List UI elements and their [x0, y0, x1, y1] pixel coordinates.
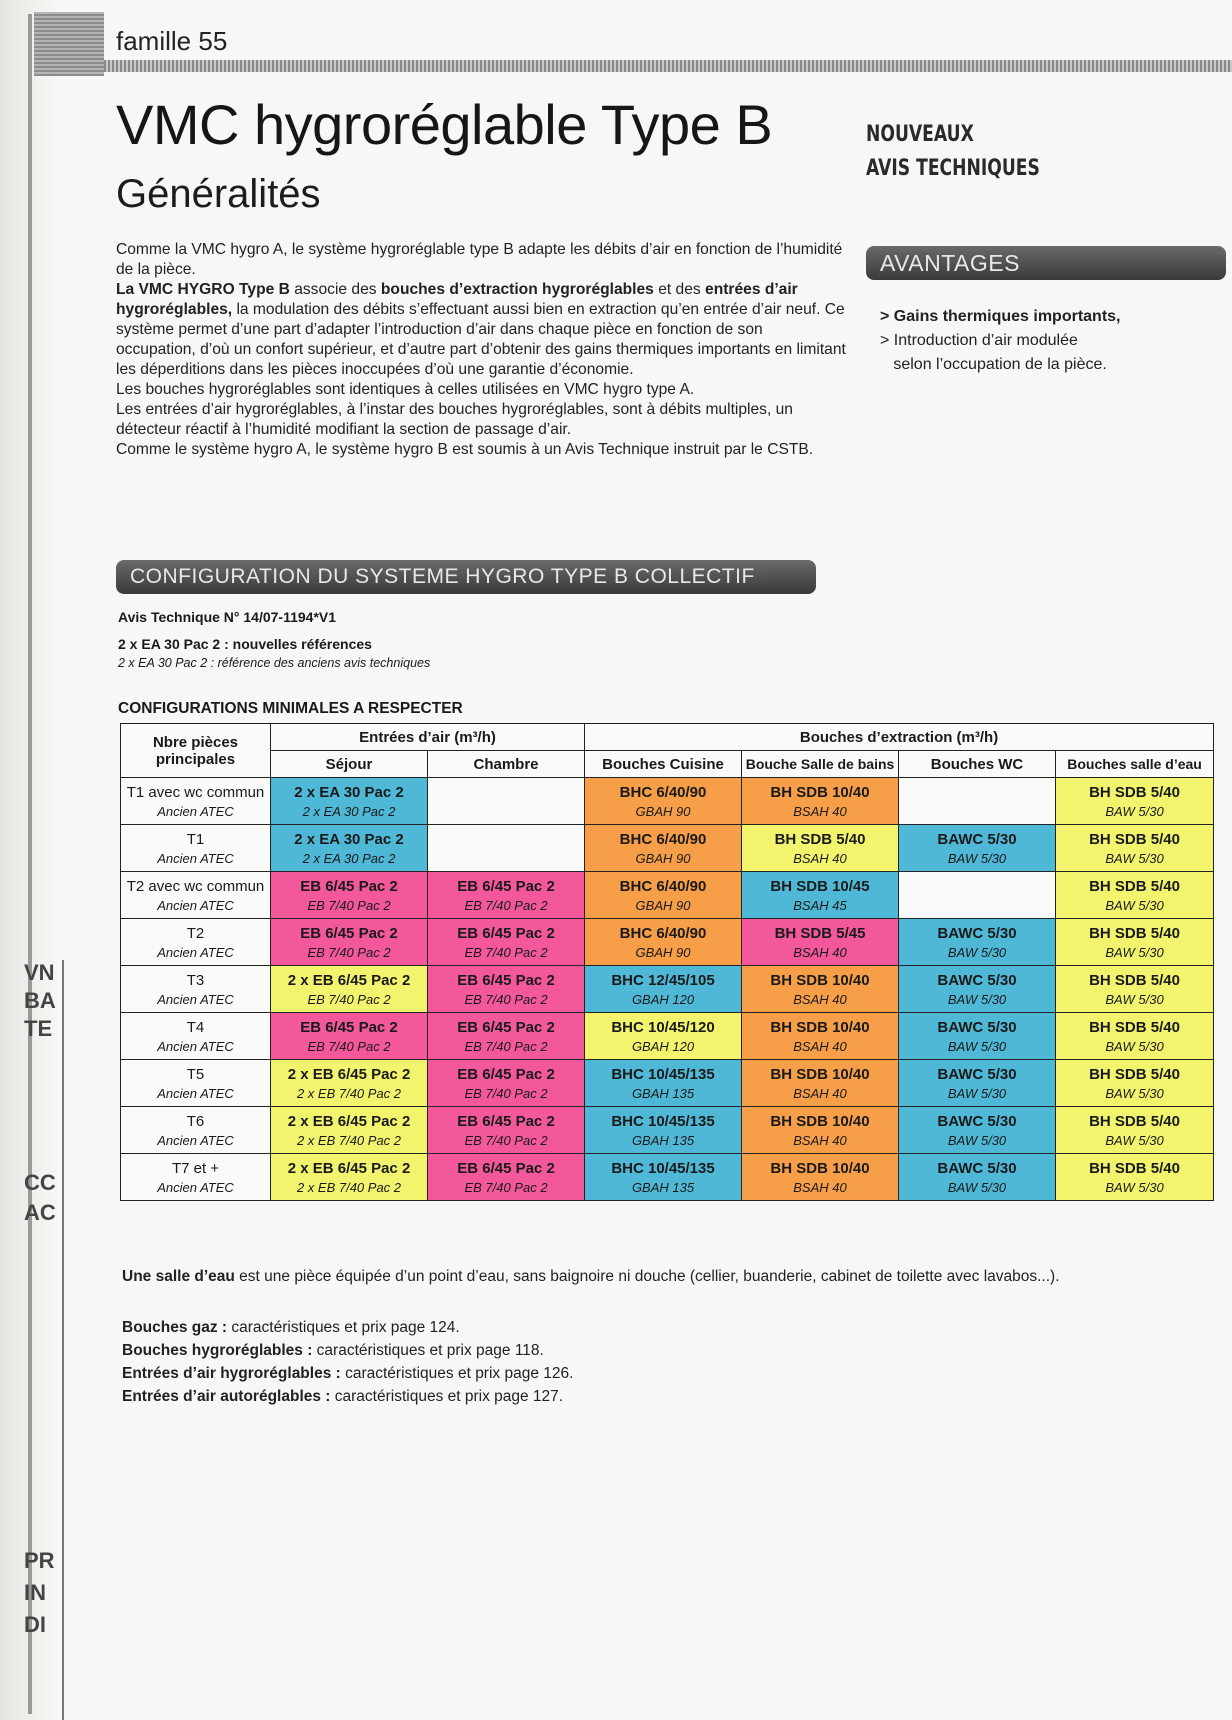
table-cell — [1056, 966, 1214, 1013]
configuration-table — [120, 723, 1214, 1201]
min-config-title: CONFIGURATIONS MINIMALES A RESPECTER — [118, 700, 463, 717]
cell-reference: BAWC 5/30 — [937, 971, 1017, 989]
row-label-cell — [121, 872, 271, 919]
cell-reference: EB 6/45 Pac 2 — [457, 924, 555, 942]
header-pieces — [121, 724, 271, 778]
new-references-note: 2 x EA 30 Pac 2 : nouvelles références — [118, 636, 372, 652]
row-label-sub: Ancien ATEC — [157, 1038, 234, 1054]
intro-paragraph — [116, 440, 846, 460]
avantage-item: > Introduction d’air modulée — [880, 332, 1078, 349]
cell-old-reference: BSAH 40 — [793, 1085, 847, 1101]
cell-old-reference: EB 7/40 Pac 2 — [464, 991, 548, 1007]
cell-old-reference: BAW 5/30 — [1105, 1132, 1164, 1148]
cell-reference: BH SDB 10/40 — [770, 1112, 870, 1130]
table-cell — [1056, 872, 1214, 919]
cell-old-reference: GBAH 90 — [635, 803, 691, 819]
table-cell — [428, 825, 585, 872]
reference-term: Entrées d’air hygroréglables : — [122, 1365, 341, 1382]
cell-reference: BHC 6/40/90 — [619, 924, 707, 942]
table-cell — [271, 872, 428, 919]
row-label-sub: Ancien ATEC — [157, 1132, 234, 1148]
cell-reference: BAWC 5/30 — [937, 924, 1017, 942]
table-cell — [1056, 1154, 1214, 1201]
cell-old-reference: GBAH 120 — [631, 1038, 695, 1054]
cell-reference: BH SDB 5/40 — [1089, 924, 1180, 942]
cell-reference: 2 x EB 6/45 Pac 2 — [287, 1065, 411, 1083]
margin-fragment: DI — [24, 1612, 46, 1637]
table-row — [121, 825, 1214, 872]
cell-old-reference: GBAH 90 — [635, 944, 691, 960]
table-cell — [271, 1107, 428, 1154]
table-cell — [742, 1107, 899, 1154]
cell-old-reference: EB 7/40 Pac 2 — [464, 944, 548, 960]
table-cell — [899, 1154, 1056, 1201]
cell-reference: 2 x EB 6/45 Pac 2 — [287, 971, 411, 989]
cell-reference: BHC 10/45/135 — [611, 1065, 715, 1083]
row-label: T5 — [186, 1065, 205, 1083]
table-cell — [585, 778, 742, 825]
row-label-cell — [121, 1013, 271, 1060]
row-label: T7 et + — [171, 1159, 220, 1177]
row-label: T1 avec wc commun — [126, 783, 265, 801]
cell-old-reference: 2 x EB 7/40 Pac 2 — [296, 1179, 402, 1195]
table-cell — [899, 1107, 1056, 1154]
cell-old-reference: BAW 5/30 — [1105, 1038, 1164, 1054]
cell-old-reference: EB 7/40 Pac 2 — [307, 1038, 391, 1054]
row-label: T2 — [186, 924, 205, 942]
reference-text: caractéristiques et prix page 118. — [312, 1342, 544, 1359]
table-cell — [271, 966, 428, 1013]
table-cell — [742, 872, 899, 919]
table-cell — [742, 1154, 899, 1201]
section-label: famille 55 — [116, 26, 228, 56]
cell-old-reference: EB 7/40 Pac 2 — [464, 1038, 548, 1054]
cell-old-reference: EB 7/40 Pac 2 — [307, 897, 391, 913]
table-cell — [899, 778, 1056, 825]
margin-fragment: BA — [24, 988, 56, 1013]
intro-paragraph — [116, 400, 846, 440]
avantage-item: selon l’occupation de la pièce. — [880, 356, 1107, 373]
table-cell — [742, 966, 899, 1013]
cell-reference: BH SDB 10/40 — [770, 783, 870, 801]
intro-text — [116, 240, 846, 460]
cell-reference: BH SDB 10/45 — [770, 877, 870, 895]
cell-old-reference: BAW 5/30 — [1105, 850, 1164, 866]
cell-old-reference: GBAH 90 — [635, 850, 691, 866]
cell-old-reference: BSAH 40 — [793, 991, 847, 1007]
header-rule — [104, 60, 1232, 72]
table-cell — [899, 872, 1056, 919]
cell-old-reference: BAW 5/30 — [947, 944, 1007, 960]
cell-old-reference: BAW 5/30 — [1105, 944, 1164, 960]
intro-paragraph — [116, 240, 846, 280]
table-cell — [585, 1107, 742, 1154]
table-cell — [585, 966, 742, 1013]
cell-old-reference: BAW 5/30 — [1105, 897, 1164, 913]
cell-reference: BHC 10/45/135 — [611, 1112, 715, 1130]
intro-text-run: la modulation des débits s’effectuant aussi bien en extraction qu’en entrée d’air neuf. Ce système permet d’une part d’adapter l’introduction d’air dans chaque pièce en fonction de son occupation, d’où un confort supérieur, et d’autre part d’obtenir des gains thermiques importants en limitant les déperditions dans les pièces inoccupées d’où une garantie d’économie. — [116, 301, 846, 378]
cell-old-reference: BAW 5/30 — [947, 1038, 1007, 1054]
table-cell — [1056, 919, 1214, 966]
intro-text-run: Comme la VMC hygro A, le système hygroréglable type B adapte les débits d’air en fonction de l’humidité de la pièce. — [116, 241, 843, 278]
cell-reference: BH SDB 5/40 — [1089, 830, 1180, 848]
row-label: T2 avec wc commun — [126, 877, 265, 895]
table-cell — [428, 1060, 585, 1107]
reference-term: Bouches hygroréglables : — [122, 1342, 313, 1359]
row-label-cell — [121, 1060, 271, 1107]
cell-old-reference: BAW 5/30 — [1105, 991, 1164, 1007]
cell-old-reference: GBAH 135 — [631, 1179, 695, 1195]
margin-fragment: AC — [24, 1200, 56, 1225]
table-cell — [585, 1013, 742, 1060]
salle-eau-term: Une salle d’eau — [122, 1268, 235, 1285]
col-cuisine: Bouches Cuisine — [585, 751, 742, 778]
cell-old-reference: GBAH 120 — [631, 991, 695, 1007]
cell-reference: BAWC 5/30 — [937, 1065, 1017, 1083]
col-chambre: Chambre — [428, 751, 585, 778]
table-cell — [742, 1013, 899, 1060]
cell-old-reference: BSAH 40 — [793, 850, 847, 866]
cell-reference: EB 6/45 Pac 2 — [457, 1159, 555, 1177]
table-row — [121, 1060, 1214, 1107]
table-cell — [428, 1154, 585, 1201]
margin-fragment: VN — [24, 960, 55, 985]
intro-text-run: bouches d’extraction hygroréglables — [380, 281, 654, 298]
col-salle-de-bains: Bouche Salle de bains — [742, 751, 899, 778]
cell-old-reference: EB 7/40 Pac 2 — [464, 1085, 548, 1101]
reference-line — [122, 1362, 573, 1385]
cell-old-reference: BSAH 40 — [793, 1132, 847, 1148]
cell-reference: BAWC 5/30 — [937, 1159, 1017, 1177]
cell-reference: BH SDB 5/40 — [1089, 1065, 1180, 1083]
row-label-cell — [121, 919, 271, 966]
table-cell — [428, 778, 585, 825]
cell-old-reference: BAW 5/30 — [1105, 1085, 1164, 1101]
table-cell — [271, 1013, 428, 1060]
table-cell — [585, 1154, 742, 1201]
cell-old-reference: 2 x EB 7/40 Pac 2 — [296, 1085, 402, 1101]
cell-reference: 2 x EB 6/45 Pac 2 — [287, 1112, 411, 1130]
cell-old-reference: EB 7/40 Pac 2 — [307, 944, 391, 960]
cell-old-reference: EB 7/40 Pac 2 — [307, 991, 391, 1007]
margin-fragment: TE — [24, 1016, 53, 1041]
cell-reference: BH SDB 5/40 — [1089, 1159, 1180, 1177]
cell-reference: EB 6/45 Pac 2 — [300, 877, 398, 895]
table-row — [121, 919, 1214, 966]
new-technical-notices-label — [866, 118, 1040, 186]
table-cell — [585, 919, 742, 966]
table-cell — [1056, 1060, 1214, 1107]
table-cell — [1056, 825, 1214, 872]
cell-reference: EB 6/45 Pac 2 — [300, 924, 398, 942]
intro-text-run: et des — [653, 281, 706, 298]
row-label-sub: Ancien ATEC — [157, 944, 234, 960]
table-row — [121, 872, 1214, 919]
cell-reference: 2 x EB 6/45 Pac 2 — [287, 1159, 411, 1177]
cell-old-reference: BSAH 40 — [793, 1179, 847, 1195]
avis-technique: Avis Technique N° 14/07-1194*V1 — [118, 609, 337, 625]
row-label: T6 — [186, 1112, 205, 1130]
cell-reference: EB 6/45 Pac 2 — [457, 1065, 555, 1083]
cell-reference: BH SDB 10/40 — [770, 1065, 870, 1083]
cell-old-reference: EB 7/40 Pac 2 — [464, 1179, 548, 1195]
cell-old-reference: BSAH 40 — [793, 944, 847, 960]
avis-line: AVIS TECHNIQUES — [866, 156, 1040, 181]
cell-old-reference: BAW 5/30 — [1105, 803, 1164, 819]
intro-text-run: associe des — [289, 281, 381, 298]
cell-old-reference: BAW 5/30 — [947, 991, 1007, 1007]
cell-old-reference: GBAH 90 — [635, 897, 691, 913]
table-row — [121, 778, 1214, 825]
cell-old-reference: GBAH 135 — [631, 1132, 695, 1148]
cell-reference: BH SDB 5/40 — [774, 830, 866, 848]
intro-text-run: Les entrées d’air hygroréglables, à l’instar des bouches hygroréglables, sont à débits multiples, un détecteur réactif à l’humidité modifiant la section de passage d’air. — [116, 401, 793, 438]
table-cell — [585, 825, 742, 872]
table-cell — [428, 1013, 585, 1060]
table-row — [121, 1013, 1214, 1060]
reference-line — [122, 1385, 573, 1408]
row-label-sub: Ancien ATEC — [157, 803, 234, 819]
cell-reference: EB 6/45 Pac 2 — [457, 877, 555, 895]
cell-reference: BH SDB 5/40 — [1089, 1018, 1180, 1036]
reference-line — [122, 1316, 573, 1339]
cell-old-reference: 2 x EB 7/40 Pac 2 — [296, 1132, 402, 1148]
table-cell — [1056, 1013, 1214, 1060]
cell-old-reference: BAW 5/30 — [947, 1179, 1007, 1195]
intro-text-run: Comme le système hygro A, le système hygro B est soumis à un Avis Technique instruit par le CSTB. — [116, 441, 814, 458]
cell-reference: 2 x EA 30 Pac 2 — [294, 783, 404, 801]
cell-reference: EB 6/45 Pac 2 — [457, 1112, 555, 1130]
margin-fragment: IN — [24, 1580, 46, 1605]
cell-old-reference: BSAH 45 — [793, 897, 847, 913]
cell-old-reference: BAW 5/30 — [947, 1132, 1007, 1148]
nouveaux-line: NOUVEAUX — [866, 122, 974, 147]
cell-reference: BH SDB 5/40 — [1089, 783, 1180, 801]
margin-fragment: CC — [24, 1170, 56, 1195]
cell-old-reference: BAW 5/30 — [947, 850, 1007, 866]
cell-old-reference: GBAH 135 — [631, 1085, 695, 1101]
table-cell — [899, 919, 1056, 966]
table-cell — [428, 872, 585, 919]
cell-reference: EB 6/45 Pac 2 — [300, 1018, 398, 1036]
table-cell — [271, 825, 428, 872]
table-cell — [899, 966, 1056, 1013]
cell-reference: BH SDB 5/40 — [1089, 1112, 1180, 1130]
margin-fragment: PR — [24, 1548, 55, 1573]
table-cell — [742, 919, 899, 966]
cell-reference: BHC 10/45/120 — [611, 1018, 715, 1036]
cell-old-reference: EB 7/40 Pac 2 — [464, 897, 548, 913]
row-label-sub: Ancien ATEC — [157, 991, 234, 1007]
table-cell — [742, 1060, 899, 1107]
table-row — [121, 1107, 1214, 1154]
cell-reference: BAWC 5/30 — [937, 1112, 1017, 1130]
cell-reference: BH SDB 5/40 — [1089, 971, 1180, 989]
page-title: VMC hygroréglable Type B — [116, 93, 773, 156]
salle-eau-text: est une pièce équipée d’un point d’eau, sans baignoire ni douche (cellier, buanderie, cabinet de toilette avec lavabos...). — [234, 1268, 1060, 1285]
cell-reference: BH SDB 5/45 — [774, 924, 866, 942]
avantages-banner: AVANTAGES — [866, 246, 1226, 280]
reference-text: caractéristiques et prix page 126. — [340, 1365, 574, 1382]
cell-reference: 2 x EA 30 Pac 2 — [294, 830, 404, 848]
row-label-cell — [121, 778, 271, 825]
intro-paragraph — [116, 280, 846, 380]
cell-old-reference: 2 x EA 30 Pac 2 — [302, 850, 396, 866]
cell-reference: BHC 12/45/105 — [611, 971, 715, 989]
cell-reference: BH SDB 10/40 — [770, 1159, 870, 1177]
row-label-sub: Ancien ATEC — [157, 1179, 234, 1195]
reference-line — [122, 1339, 573, 1362]
cell-reference: BAWC 5/30 — [937, 830, 1017, 848]
col-sejour: Séjour — [271, 751, 428, 778]
table-cell — [271, 1154, 428, 1201]
header-tab — [34, 12, 104, 76]
salle-eau-definition — [122, 1268, 1222, 1286]
row-label: T4 — [186, 1018, 205, 1036]
cell-reference: EB 6/45 Pac 2 — [457, 1018, 555, 1036]
row-label-sub: Ancien ATEC — [157, 897, 234, 913]
table-cell — [1056, 778, 1214, 825]
col-salle-eau: Bouches salle d’eau — [1056, 751, 1214, 778]
cell-reference: BH SDB 10/40 — [770, 971, 870, 989]
page-subtitle: Généralités — [116, 172, 321, 216]
configuration-banner: CONFIGURATION DU SYSTEME HYGRO TYPE B COLLECTIF — [116, 560, 816, 594]
header-entrees-air: Entrées d’air (m³/h) — [271, 724, 585, 751]
table-cell — [899, 825, 1056, 872]
cell-old-reference: EB 7/40 Pac 2 — [464, 1132, 548, 1148]
avantages-list — [880, 305, 1121, 377]
cell-old-reference: BAW 5/30 — [947, 1085, 1007, 1101]
table-cell — [271, 1060, 428, 1107]
table-cell — [1056, 1107, 1214, 1154]
table-cell — [271, 919, 428, 966]
scan-edge-line-lower — [62, 960, 64, 1720]
row-label-cell — [121, 1154, 271, 1201]
cell-reference: BHC 6/40/90 — [619, 830, 707, 848]
intro-text-run: entrées d’air hygroréglables, — [116, 281, 798, 318]
old-references-note: 2 x EA 30 Pac 2 : référence des anciens avis techniques — [118, 656, 431, 670]
cell-reference: BH SDB 5/40 — [1089, 877, 1180, 895]
table-cell — [585, 1060, 742, 1107]
intro-text-run: Les bouches hygroréglables sont identiques à celles utilisées en VMC hygro type A. — [116, 381, 695, 398]
row-label: T3 — [186, 971, 205, 989]
table-cell — [899, 1060, 1056, 1107]
table-cell — [428, 919, 585, 966]
col-wc: Bouches WC — [899, 751, 1056, 778]
header-bouches-extraction: Bouches d’extraction (m³/h) — [585, 724, 1214, 751]
row-label-cell — [121, 825, 271, 872]
reference-term: Bouches gaz : — [122, 1319, 228, 1336]
header-pieces-line1: Nbre pièces — [152, 733, 239, 751]
reference-text: caractéristiques et prix page 127. — [330, 1388, 564, 1405]
row-label: T1 — [186, 830, 205, 848]
intro-paragraph — [116, 380, 846, 400]
cell-reference: BH SDB 10/40 — [770, 1018, 870, 1036]
cell-reference: BAWC 5/30 — [937, 1018, 1017, 1036]
reference-text: caractéristiques et prix page 124. — [227, 1319, 460, 1336]
cell-reference: BHC 10/45/135 — [611, 1159, 715, 1177]
table-cell — [899, 1013, 1056, 1060]
row-label-sub: Ancien ATEC — [157, 850, 234, 866]
cell-reference: BHC 6/40/90 — [619, 783, 707, 801]
table-cell — [742, 778, 899, 825]
row-label-cell — [121, 966, 271, 1013]
cell-old-reference: BSAH 40 — [793, 1038, 847, 1054]
reference-term: Entrées d’air autoréglables : — [122, 1388, 331, 1405]
table-cell — [585, 872, 742, 919]
cell-old-reference: BAW 5/30 — [1105, 1179, 1164, 1195]
table-cell — [428, 1107, 585, 1154]
header-pieces-line2: principales — [155, 750, 236, 768]
cell-old-reference: 2 x EA 30 Pac 2 — [302, 803, 396, 819]
table-cell — [742, 825, 899, 872]
row-label-cell — [121, 1107, 271, 1154]
avantage-item: > Gains thermiques importants, — [880, 308, 1121, 325]
table-row — [121, 1154, 1214, 1201]
cell-reference: BHC 6/40/90 — [619, 877, 707, 895]
scan-edge-line — [28, 14, 32, 1714]
cell-reference: EB 6/45 Pac 2 — [457, 971, 555, 989]
table-row — [121, 966, 1214, 1013]
table-cell — [271, 778, 428, 825]
cell-old-reference: BSAH 40 — [793, 803, 847, 819]
row-label-sub: Ancien ATEC — [157, 1085, 234, 1101]
page-references — [122, 1316, 573, 1408]
configuration-meta — [118, 608, 430, 673]
intro-text-run: La VMC HYGRO Type B — [116, 281, 290, 298]
table-cell — [428, 966, 585, 1013]
